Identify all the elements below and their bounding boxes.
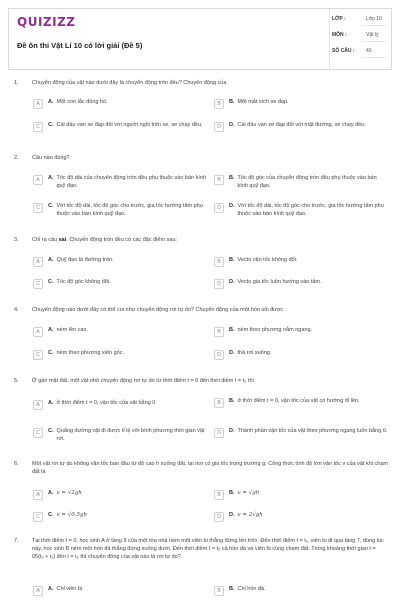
option-text: Quỹ đạo là đường tròn. [56,257,114,263]
option-1d[interactable] [214,122,388,132]
option-text: Chỉ hòn đá. [237,586,266,592]
option-box[interactable]: D [214,279,224,289]
option-box[interactable]: A [33,257,43,267]
option-letter: A. [48,257,54,263]
option-box[interactable]: A [33,490,43,500]
meta-subject-value: Vật lý [366,32,379,38]
question-text: Tại thời điểm t = 0, học sinh A ở tầng 9 của một tòa nhà ném một viên bi thẳng đứng lên trên. Đến thời điểm t = t₁, viên bi đi qua tầng 7, đúng lúc này, học sinh B ném một hòn đá thẳng đứng xuống dưới. Đến thời điểm t = t₂ cả hòn đá và viên bi cùng chạm đất. Trong khoảng thời gian t = 05(t₂ + t₁) đến t = t₂ thì chuyển động của vật nào là rơi tự do? [32,538,384,560]
option-2b[interactable] [214,175,388,190]
question-number: 7. [14,538,19,544]
question-text: Câu nào đúng? [32,155,70,161]
question-number: 5. [14,378,19,384]
option-letter: A. [48,175,54,181]
question-text: Chuyển động của vật nào dưới đây là chuyển động tròn đều? Chuyển động của [32,80,227,86]
option-2d[interactable] [214,203,388,218]
option-letter: B. [229,99,235,105]
option-3c[interactable] [33,279,207,289]
question-text [32,237,388,245]
option-box[interactable]: B [214,175,224,185]
option-text: ném theo phương xiên góc. [56,350,125,356]
question-number: 4. [14,307,19,313]
meta-class-label: LỚP : [332,16,346,22]
option-5c[interactable] [33,428,207,443]
option-box[interactable]: B [214,586,224,596]
option-text: v = √gh [237,490,260,496]
option-text: Một con lắc đồng hồ. [56,99,108,105]
option-text: Với tốc độ dài, tốc độ góc cho trước, gia tốc hướng tâm phụ thuộc vào bán kính quỹ đạo. [237,203,384,217]
option-text: v = √0,5gh [56,512,88,518]
option-letter: B. [229,586,235,592]
option-box[interactable]: A [33,327,43,337]
option-1b[interactable] [214,99,388,109]
option-text: Tốc độ góc của chuyển động tròn đều phụ thuộc vào bán kính quỹ đạo. [237,175,377,189]
option-text: ném theo phương nằm ngang. [237,327,313,333]
meta-underline [362,41,386,42]
option-letter: C. [48,350,54,356]
option-box[interactable]: B [214,99,224,109]
option-5b[interactable] [214,398,388,408]
option-box[interactable]: A [33,175,43,185]
option-box[interactable]: B [214,327,224,337]
option-6d[interactable] [214,512,388,522]
question-number: 1. [14,80,19,86]
option-letter: B. [229,327,235,333]
option-box[interactable]: A [33,99,43,109]
option-letter: A. [48,586,54,592]
option-text: ở thời điểm t = 0, vận tốc của vật bằng 0. [56,400,157,406]
option-box[interactable]: D [214,428,224,438]
option-letter: B. [229,257,235,263]
option-text: v = √2gh [56,490,82,496]
option-box[interactable]: B [214,257,224,267]
question-text: Một vật rơi tự do không vận tốc ban đầu từ độ cao h xuống đất, tại nơi có gia tốc trọng trường g. Công thức tính độ lớn vận tốc v của vật khi chạm đất là [32,461,388,475]
option-6c[interactable] [33,512,207,522]
option-letter: A. [48,327,54,333]
option-text: v = 2√gh [237,512,263,518]
option-letter: B. [229,175,235,181]
header-divider [329,9,330,71]
option-1c[interactable] [33,122,207,132]
option-text: ở thời điểm t = 0, vận tốc của vật có hướng đi lên. [237,398,360,404]
option-text: Vecto gia tốc luôn hướng vào tâm. [237,279,322,285]
option-3b[interactable] [214,257,388,267]
option-text: Một mắt xích xe đạp. [237,99,289,105]
option-letter: D. [229,350,235,356]
question-text-emphasis: sai [58,237,67,243]
option-2a[interactable] [33,175,207,190]
option-box[interactable]: C [33,279,43,289]
option-text: thả rơi xuống. [237,350,272,356]
option-box[interactable]: C [33,203,43,213]
option-box[interactable]: A [33,586,43,596]
option-4a[interactable] [33,327,207,337]
option-3d[interactable] [214,279,388,289]
meta-underline [362,25,386,26]
option-6b[interactable] [214,490,388,500]
option-7a[interactable] [33,586,207,596]
question-text-pre: Chỉ ra câu [32,237,59,243]
option-letter: D. [229,122,235,128]
option-text: Thành phần vận tốc của vật theo phương ngang luôn bằng 0. [237,428,388,434]
option-text: Quãng đường vật đi được tỉ lệ với bình phương thời gian vật rơi. [56,428,205,442]
option-letter: A. [48,99,54,105]
option-letter: B. [229,398,235,404]
option-box[interactable]: C [33,512,43,522]
question-number: 2. [14,155,19,161]
option-box[interactable]: D [214,350,224,360]
option-text: Tốc độ góc không đổi. [56,279,111,285]
option-7b[interactable] [214,586,388,596]
option-letter: C. [48,428,54,434]
option-box[interactable]: C [33,122,43,132]
option-letter: D. [229,279,235,285]
option-4c[interactable] [33,350,207,360]
meta-class-value: Lớp 10 [366,16,382,22]
meta-count-value: 40 [366,48,372,54]
option-letter: C. [48,279,54,285]
option-letter: B. [229,490,235,496]
option-text: ném lên cao. [56,327,88,333]
option-5a[interactable] [33,400,207,410]
document-title: Đề ôn thi Vật Lí 10 có lời giải (Đề 5) [17,41,143,50]
option-text: Chỉ viên bi. [56,586,84,592]
option-letter: D. [229,428,235,434]
option-box[interactable]: D [214,122,224,132]
option-box[interactable]: C [33,428,43,438]
question-number: 6. [14,461,19,467]
meta-subject-label: MÔN : [332,32,347,38]
option-6a[interactable] [33,490,207,500]
option-2c[interactable] [33,203,207,218]
question-text: Ở gần mặt đất, một vật nhỏ chuyển động rơi tự do từ thời điểm t = 0 đến thời điểm t = t₀ thì [32,378,255,384]
option-text: Tốc độ dài của chuyển động tròn đều phụ thuộc vào bán kính quỹ đạo. [56,175,207,189]
option-box[interactable]: B [214,398,224,408]
option-5d[interactable] [214,428,388,438]
option-4b[interactable] [214,327,388,337]
meta-count-label: SỐ CÂU : [332,48,355,54]
question-text-post: . Chuyển động tròn đều có các đặc điểm sau: [66,237,177,243]
option-letter: C. [48,512,54,518]
option-1a[interactable] [33,99,207,109]
option-letter: D. [229,512,235,518]
option-text: Với tốc độ dài, tốc độ góc cho trước, gia tốc hướng tâm phụ thuộc vào bán kính quỹ đạo. [56,203,203,217]
option-letter: C. [48,122,54,128]
option-letter: D. [229,203,235,209]
option-box[interactable]: D [214,512,224,522]
option-box[interactable]: C [33,350,43,360]
option-box[interactable]: D [214,203,224,213]
quizizz-logo[interactable]: QUIZIZZ [17,15,76,29]
question-text: Chuyển động nào dưới đây có thể coi như chuyển động rơi tự do? Chuyển động của một hòn sỏi được [32,307,284,313]
meta-underline [362,57,386,58]
option-letter: C. [48,203,54,209]
option-box[interactable]: A [33,400,43,410]
option-4d[interactable] [214,350,388,360]
option-letter: A. [48,400,54,406]
question-number: 3. [14,237,19,243]
option-box[interactable]: B [214,490,224,500]
option-3a[interactable] [33,257,207,267]
option-letter: A. [48,490,54,496]
option-text: Cái đầu van xe đạp đối với người ngồi trên xe, xe chạy đều. [56,122,203,128]
option-text: Vecto vận tốc không đổi. [237,257,298,263]
option-text: Cái đầu van xe đạp đối với mặt đường, xe chạy đều. [237,122,366,128]
